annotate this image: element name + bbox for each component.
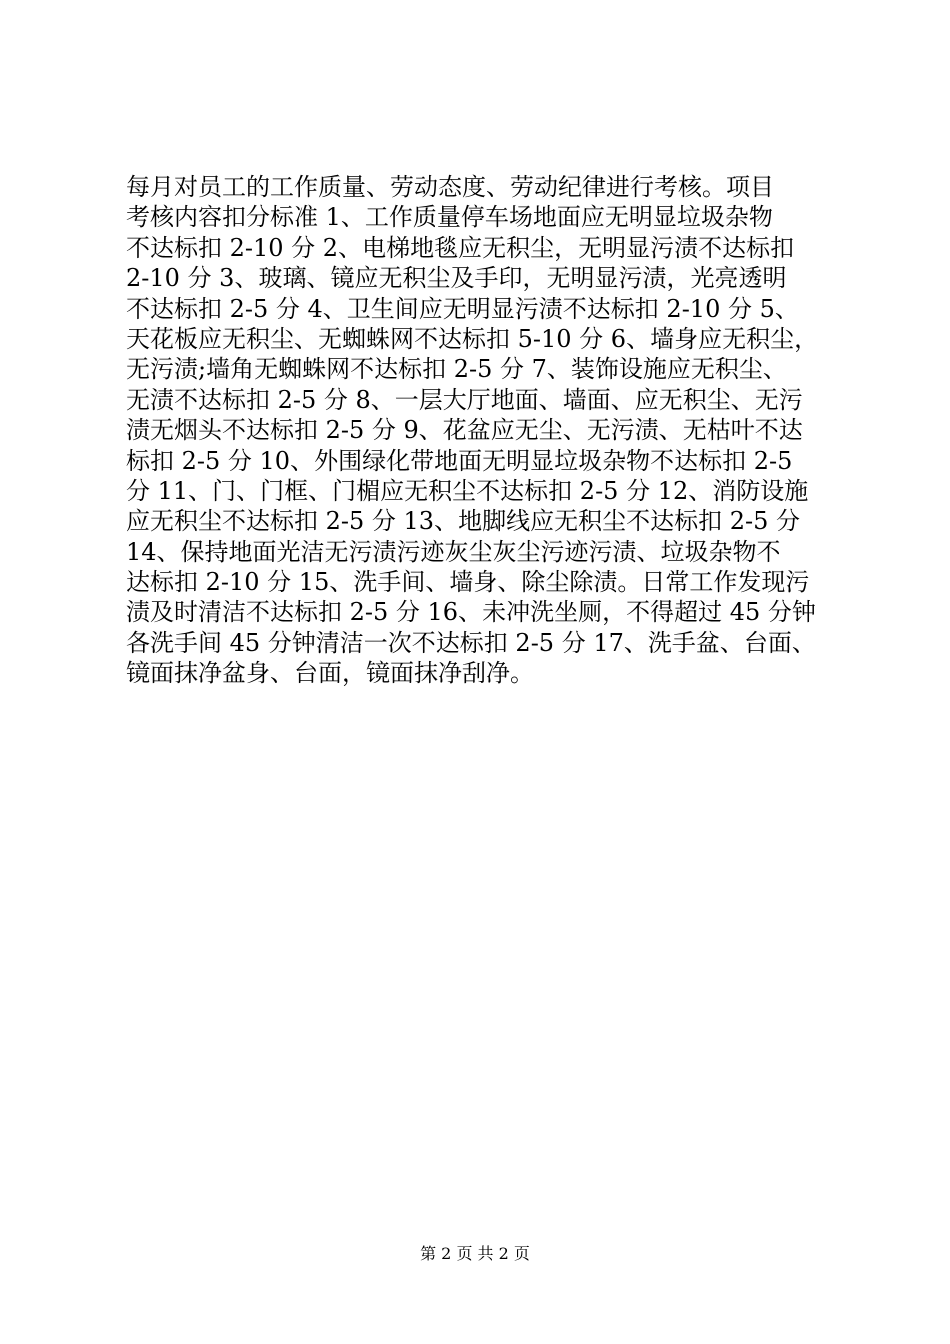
text-line: 渍无烟头不达标扣 2-5 分 9、花盆应无尘、无污渍、无枯叶不达: [126, 416, 803, 445]
text-line: 不达标扣 2-10 分 2、电梯地毯应无积尘，无明显污渍不达标扣: [126, 233, 795, 262]
text-line: 不达标扣 2-5 分 4、卫生间应无明显污渍不达标扣 2-10 分 5、: [126, 294, 799, 323]
text-line: 2-10 分 3、玻璃、镜应无积尘及手印，无明显污渍，光亮透明: [126, 264, 787, 293]
text-line: 无渍不达标扣 2-5 分 8、一层大厅地面、墙面、应无积尘、无污: [126, 385, 803, 414]
text-line: 天花板应无积尘、无蜘蛛网不达标扣 5-10 分 6、墙身应无积尘，: [126, 324, 819, 353]
text-line: 无污渍;墙角无蜘蛛网不达标扣 2-5 分 7、装饰设施应无积尘、: [126, 355, 787, 384]
text-line: 标扣 2-5 分 10、外围绿化带地面无明显垃圾杂物不达标扣 2-5: [126, 446, 793, 475]
page-number-footer: 第 2 页 共 2 页: [420, 1244, 530, 1263]
text-line: 各洗手间 45 分钟清洁一次不达标扣 2-5 分 17、洗手盆、台面、: [126, 628, 816, 657]
text-line: 分 11、门、门框、门楣应无积尘不达标扣 2-5 分 12、消防设施: [126, 476, 809, 505]
text-line: 14、保持地面光洁无污渍污迹灰尘灰尘污迹污渍、垃圾杂物不: [126, 537, 781, 566]
text-line: 达标扣 2-10 分 15、洗手间、墙身、除尘除渍。日常工作发现污: [126, 568, 810, 597]
text-line: 镜面抹净盆身、台面，镜面抹净刮净。: [126, 659, 534, 688]
text-line: 考核内容扣分标准 1、工作质量停车场地面应无明显垃圾杂物: [126, 203, 773, 232]
body-paragraph: [126, 172, 831, 689]
text-line: 每月对员工的工作质量、劳动态度、劳动纪律进行考核。项目: [126, 173, 774, 201]
text-line: 渍及时清洁不达标扣 2-5 分 16、未冲洗坐厕，不得超过 45 分钟: [126, 598, 816, 627]
text-line: 应无积尘不达标扣 2-5 分 13、地脚线应无积尘不达标扣 2-5 分: [126, 507, 800, 536]
